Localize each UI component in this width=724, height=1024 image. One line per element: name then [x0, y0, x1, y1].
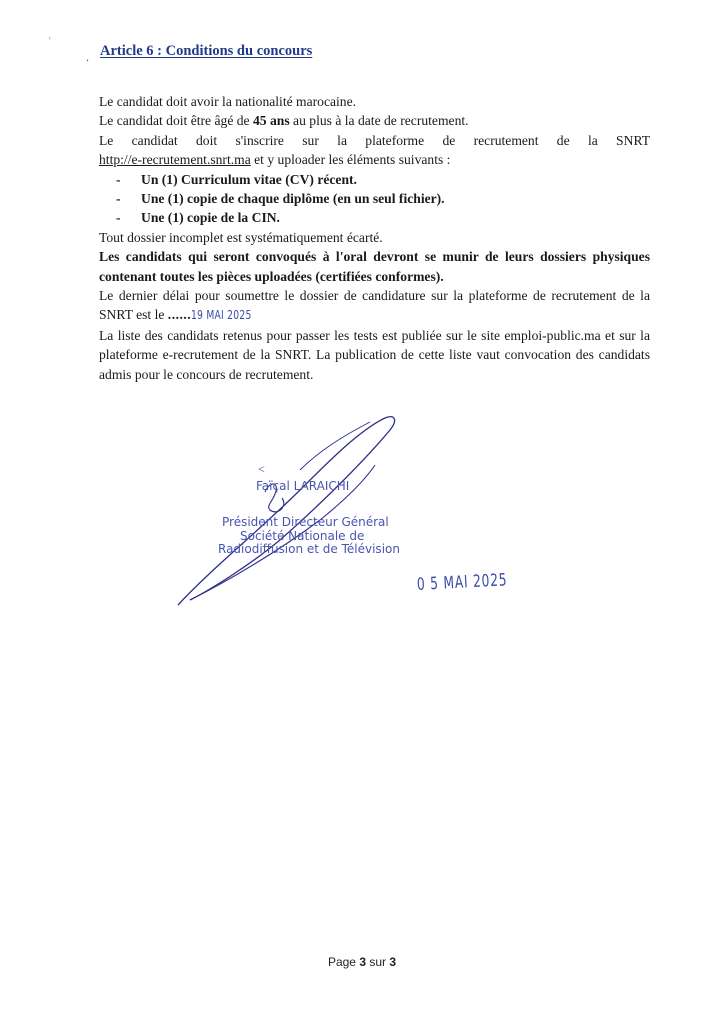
- date-stamp: 0 5 MAI 2025: [416, 570, 508, 595]
- list-item: - Un (1) Curriculum vitae (CV) récent.: [99, 170, 650, 189]
- bullet-dot: .: [86, 50, 89, 64]
- incomplete-file-notice: Tout dossier incomplet est systématiquement écarté.: [99, 229, 383, 245]
- total-pages: 3: [389, 955, 397, 969]
- registration-line2: [99, 150, 650, 169]
- deadline-text: Le dernier délai pour soumettre le dossier de candidature sur la plateforme de recrutement de la SNRT est le: [99, 288, 650, 323]
- current-page: 3: [359, 955, 366, 969]
- age-condition: [99, 111, 650, 130]
- registration-text-after: et y uploader les éléments suivants :: [250, 152, 451, 168]
- age-text-before: Le candidat doit être âgé de: [99, 113, 253, 129]
- age-text-after: au plus à la date de recrutement.: [289, 113, 469, 129]
- list-item: - Une (1) copie de la CIN.: [99, 208, 650, 227]
- stamp-organization-line2: Radiodiffusion et de Télévision: [218, 542, 400, 556]
- page-separator: sur: [366, 955, 390, 969]
- handwritten-signature: [170, 410, 400, 610]
- oral-exam-notice: Les candidats qui seront convoqués à l'oral devront se munir de leurs dossiers physiques contenant toutes les pièces uploadées (certifiées conformes).: [99, 249, 650, 284]
- page-number: [0, 955, 724, 969]
- article-body: [99, 92, 650, 384]
- list-publication-paragraph: La liste des candidats retenus pour passer les tests est publiée sur le site emploi-public.ma et sur la plateforme e-recrutement de la SNRT. La publication de cette liste vaut convocation des candidats admis pour le concours de recrutement.: [99, 327, 650, 382]
- signatory-title: Président Directeur Général: [222, 515, 389, 529]
- article-heading: Article 6 : Conditions du concours: [100, 43, 313, 59]
- scan-mark: ʼ: [48, 36, 52, 47]
- page-label: Page: [327, 955, 360, 969]
- signatory-name: Faïçal LARAICHI: [256, 479, 350, 493]
- deadline-dots: ......: [167, 307, 192, 323]
- required-documents-list: [99, 170, 650, 228]
- deadline-paragraph: [99, 286, 650, 326]
- check-mark-icon: <: [258, 462, 265, 476]
- deadline-date-stamp: 19 MAI 2025: [191, 308, 252, 323]
- recruitment-link[interactable]: http://e-recrutement.snrt.ma: [99, 152, 251, 168]
- nationality-condition: Le candidat doit avoir la nationalité marocaine.: [99, 94, 357, 109]
- registration-line1: Le candidat doit s'inscrire sur la plateforme de recrutement de la SNRT: [99, 132, 650, 148]
- age-limit: 45 ans: [253, 113, 290, 129]
- stamp-organization-line1: Société Nationale de: [240, 529, 365, 543]
- list-item: - Une (1) copie de chaque diplôme (en un seul fichier).: [99, 189, 650, 208]
